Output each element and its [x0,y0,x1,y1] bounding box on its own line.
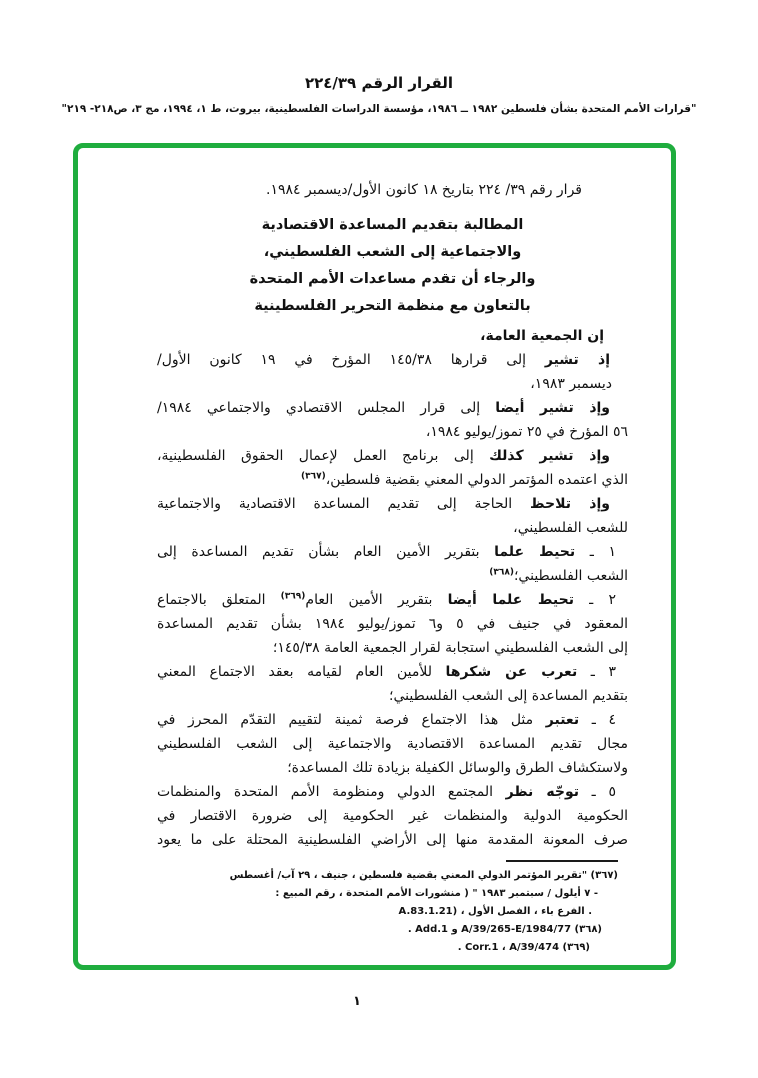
text-segment: بتقرير الأمين العام بشأن تقديم المساعدة إلى [157,544,495,560]
text-line [157,804,628,828]
footnote-line: (٣٦٧) "تقرير المؤتمر الدولي المعني بقضية فلسطين ، جنيف ، ٢٩ آب/ أغسطس [229,870,618,881]
text-segment: ٥ ـ [579,784,616,800]
text-line [157,780,628,804]
text-line [157,756,628,780]
text-line [157,420,628,444]
text-segment: بتقديم المساعدة إلى الشعب الفلسطيني؛ [389,688,628,704]
text-segment: بتقرير الأمين العام [305,592,448,608]
footnote-line: - ٧ أيلول / سبتمبر ١٩٨٣ " ( منشورات الأمم المتحدة ، رقم المبيع : [275,888,598,899]
text-segment: إلى برنامج العمل لإعمال الحقوق الفلسطينية، [157,448,490,464]
text-segment: ٤ ـ [579,712,617,728]
text-segment: إلى قرارها ٣٨‏/‏١٤٥ المؤرخ في ١٩ كانون الأول/ [157,352,545,368]
text-line [157,708,628,732]
heading-line [157,239,628,266]
footnote-line: (٣٦٨) A/39/265-E/1984/77 و Add.1 . [407,924,602,935]
heading-line [157,266,628,293]
text-segment: مجال تقديم المساعدة الاقتصادية والاجتماعية إلى الشعب الفلسطيني [157,736,628,752]
text-segment: إذ تشير [544,352,611,368]
text-segment: ٢ ـ [573,592,616,608]
green-border-box [73,143,676,970]
footnote-separator [506,860,618,862]
page-subtitle-source: "قرارات الأمم المتحدة بشأن فلسطين ١٩٨٢ ــ ١٩٨٦، مؤسسة الدراسات الفلسطينية، بيروت، ط ١، ١٩٩٤، مج ٣، ص٢١٨‏- ٢١٩" [61,103,697,115]
text-line [157,324,628,348]
text-line [157,732,628,756]
text-segment: للشعب الفلسطيني، [513,520,628,536]
page-title: القرار الرقم ٣٩‏/‏٢٢٤ [304,74,454,92]
text-line [157,564,628,588]
text-segment: ديسمبر ١٩٨٣، [530,376,612,392]
heading-line [157,212,628,239]
text-line [157,516,628,540]
text-segment: قرار رقم ٣٩‏/ ‏٢٢٤ بتاريخ ١٨ كانون الأول/ديسمبر ١٩٨٤. [266,182,582,198]
text-segment: إلى قرار المجلس الاقتصادي والاجتماعي ١٩٨٤/ [157,400,496,416]
text-line [157,684,628,708]
text-segment: ١ ـ [575,544,616,560]
text-segment: صرف المعونة المقدمة منها إلى الأراضي الفلسطينية المحتلة على ما يعود [157,832,628,848]
text-line [157,660,628,684]
text-segment: ٥٦ المؤرخ في ٢٥ تموز/يوليو ١٩٨٤، [425,424,628,440]
footnote-ref: (٣٦٨) [489,567,514,578]
page-number: ١ [353,994,361,1009]
text-segment: تعتبر [545,712,580,728]
text-segment: المطالبة بتقديم المساعدة الاقتصادية [261,217,524,233]
text-segment: تحيط علما أيضا [447,592,574,608]
heading-line [157,293,628,320]
text-line [157,444,628,468]
text-segment: تحيط علما [494,544,576,560]
footnote-line: (٣٦٩) A/39/474 ‏، ‏Corr.1 . [457,942,590,953]
text-line [157,372,628,396]
text-segment: وإذ تشير كذلك [489,448,610,464]
intro-line [157,178,628,202]
text-segment: والرجاء أن تقدم مساعدات الأمم المتحدة [249,271,536,287]
text-segment: والاجتماعية إلى الشعب الفلسطيني، [263,244,522,260]
text-segment: ولاستكشاف الطرق والوسائل الكفيلة بزيادة تلك المساعدة؛ [287,760,628,776]
text-segment: الحكومية الدولية والمنظمات غير الحكومية إلى ضرورة الاقتصار في [157,808,628,824]
text-line [157,468,628,492]
text-segment: ٣ ـ [577,664,616,680]
text-line [157,828,628,852]
text-segment: المجتمع الدولي ومنظومة الأمم المتحدة والمنظمات [157,784,506,800]
text-segment: مثل هذا الاجتماع فرصة ثمينة لتقييم التقدّم المحرز في [157,712,546,728]
footnote-ref: (٣٦٩) [280,591,306,602]
footnote-line: A.83.1.21) ، ‎الفصل الأول‎ ، ‎الفرع باء‎ . [398,906,592,917]
footnote-ref: (٣٦٧) [301,471,326,482]
text-segment: المتعلق بالاجتماع [157,592,281,608]
text-line [157,540,628,564]
text-segment: بالتعاون مع منظمة التحرير الفلسطينية [254,298,531,314]
text-line [157,612,628,636]
text-segment: المعقود في جنيف في ٥ و٦ تموز/يوليو ١٩٨٤ بشأن تقديم المساعدة [157,616,628,632]
text-line [157,588,628,612]
footnotes-block [157,867,618,957]
text-segment: الشعب الفلسطيني؛ [513,568,628,584]
text-segment: الحاجة إلى تقديم المساعدة الاقتصادية والاجتماعية [157,496,531,512]
text-line [157,396,628,420]
text-line [157,348,628,372]
body-lines [157,178,628,852]
text-segment: إلى الشعب الفلسطيني استجابة لقرار الجمعية العامة ٣٨‏/‏١٤٥؛ [272,640,628,656]
text-segment: وإذ تلاحظ [530,496,610,512]
text-line [157,636,628,660]
resolution-text [157,178,628,957]
text-segment: تعرب عن شكرها [445,664,578,680]
text-line [157,492,628,516]
text-segment: الذي اعتمده المؤتمر الدولي المعني بقضية فلسطين، [325,472,628,488]
text-segment: للأمين العام لقيامه بعقد الاجتماع المعني [157,664,446,680]
text-segment: وإذ تشير أيضا [495,400,611,416]
text-segment: إن الجمعية العامة، [480,328,604,344]
text-segment: توجّه نظر [505,784,579,800]
